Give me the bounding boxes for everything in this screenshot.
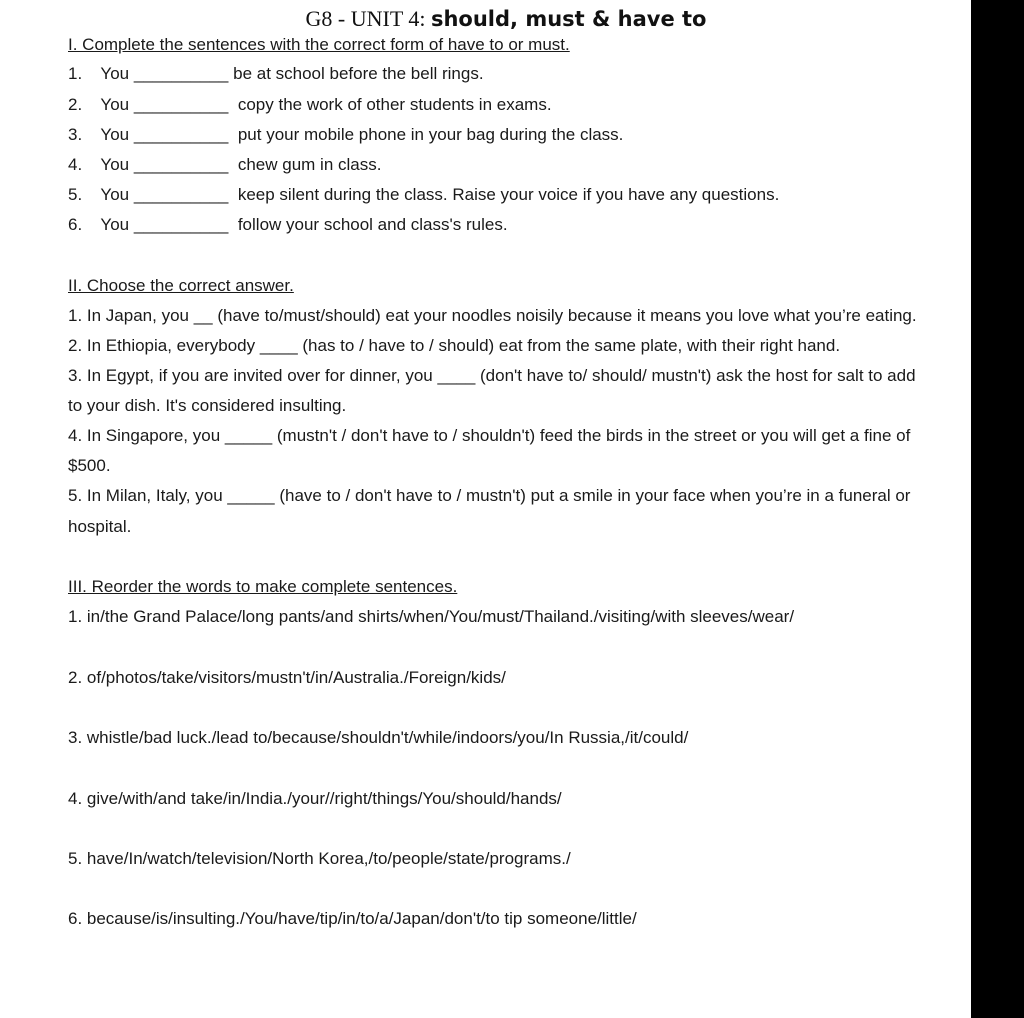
item-number: 6.: [68, 215, 83, 234]
exercise-1-item: [68, 214, 508, 236]
item-number: 1.: [68, 64, 83, 83]
exercise-2-line: hospital.: [68, 517, 132, 536]
answer-blank: __________: [133, 215, 229, 234]
title-topic: should, must & have to: [430, 7, 707, 31]
exercise-1-item: [68, 124, 623, 146]
item-text: follow your school and class's rules.: [228, 215, 508, 234]
exercise-2-line: 4. In Singapore, you _____ (mustn't / don't have to / shouldn't) feed the birds in the street or you will get a fine of: [68, 426, 911, 445]
exercise-2-line: to your dish. It's considered insulting.: [68, 396, 347, 415]
exercise-3-item: 1. in/the Grand Palace/long pants/and shirts/when/You/must/Thailand./visiting/with sleeves/wear/: [68, 607, 795, 626]
exercise-2-line: 1. In Japan, you __ (have to/must/should) eat your noodles noisily because it means you love what you’re eating.: [68, 306, 917, 325]
section-1-heading: I. Complete the sentences with the correct form of have to or must.: [68, 35, 570, 54]
exercise-3-item: 3. whistle/bad luck./lead to/because/shouldn't/while/indoors/you/In Russia,/it/could/: [68, 728, 689, 747]
item-number: 3.: [68, 125, 83, 144]
title-unit: G8 - UNIT 4:: [305, 6, 431, 31]
item-number: 5.: [68, 185, 83, 204]
exercise-1-item: [68, 94, 552, 116]
item-text: put your mobile phone in your bag during the class.: [228, 125, 624, 144]
answer-blank: __________: [133, 95, 229, 114]
answer-blank: __________: [133, 125, 229, 144]
exercise-2-line: 3. In Egypt, if you are invited over for dinner, you ____ (don't have to/ should/ mustn't) ask the host for salt to add: [68, 366, 916, 385]
item-text: keep silent during the class. Raise your voice if you have any questions.: [228, 185, 780, 204]
section-3-heading: III. Reorder the words to make complete sentences.: [68, 577, 458, 596]
item-text: be at school before the bell rings.: [228, 64, 484, 83]
item-subject: You: [100, 155, 130, 174]
exercise-2-line: 5. In Milan, Italy, you _____ (have to / don't have to / mustn't) put a smile in your face when you’re in a funeral or: [68, 486, 911, 505]
exercise-3-item: 2. of/photos/take/visitors/mustn't/in/Australia./Foreign/kids/: [68, 668, 506, 687]
item-text: chew gum in class.: [228, 155, 382, 174]
exercise-3-item: 4. give/with/and take/in/India./your//right/things/You/should/hands/: [68, 789, 562, 808]
item-subject: You: [100, 64, 130, 83]
item-subject: You: [100, 95, 130, 114]
answer-blank: __________: [133, 155, 229, 174]
item-text: copy the work of other students in exams.: [228, 95, 552, 114]
exercise-2-line: 2. In Ethiopia, everybody ____ (has to / have to / should) eat from the same plate, with their right hand.: [68, 336, 841, 355]
exercise-3-item: 5. have/In/watch/television/North Korea,/to/people/state/programs./: [68, 849, 571, 868]
page-title: [0, 5, 1012, 33]
answer-blank: __________: [133, 64, 229, 83]
exercise-1-item: [68, 154, 381, 176]
item-subject: You: [100, 185, 130, 204]
item-number: 4.: [68, 155, 83, 174]
item-subject: You: [100, 215, 130, 234]
section-2-heading: II. Choose the correct answer.: [68, 276, 294, 295]
item-number: 2.: [68, 95, 83, 114]
exercise-3-item: 6. because/is/insulting./You/have/tip/in/to/a/Japan/don't/to tip someone/little/: [68, 909, 637, 928]
exercise-1-item: [68, 63, 484, 85]
item-subject: You: [100, 125, 130, 144]
answer-blank: __________: [133, 185, 229, 204]
exercise-2-line: $500.: [68, 456, 111, 475]
exercise-1-item: [68, 184, 779, 206]
